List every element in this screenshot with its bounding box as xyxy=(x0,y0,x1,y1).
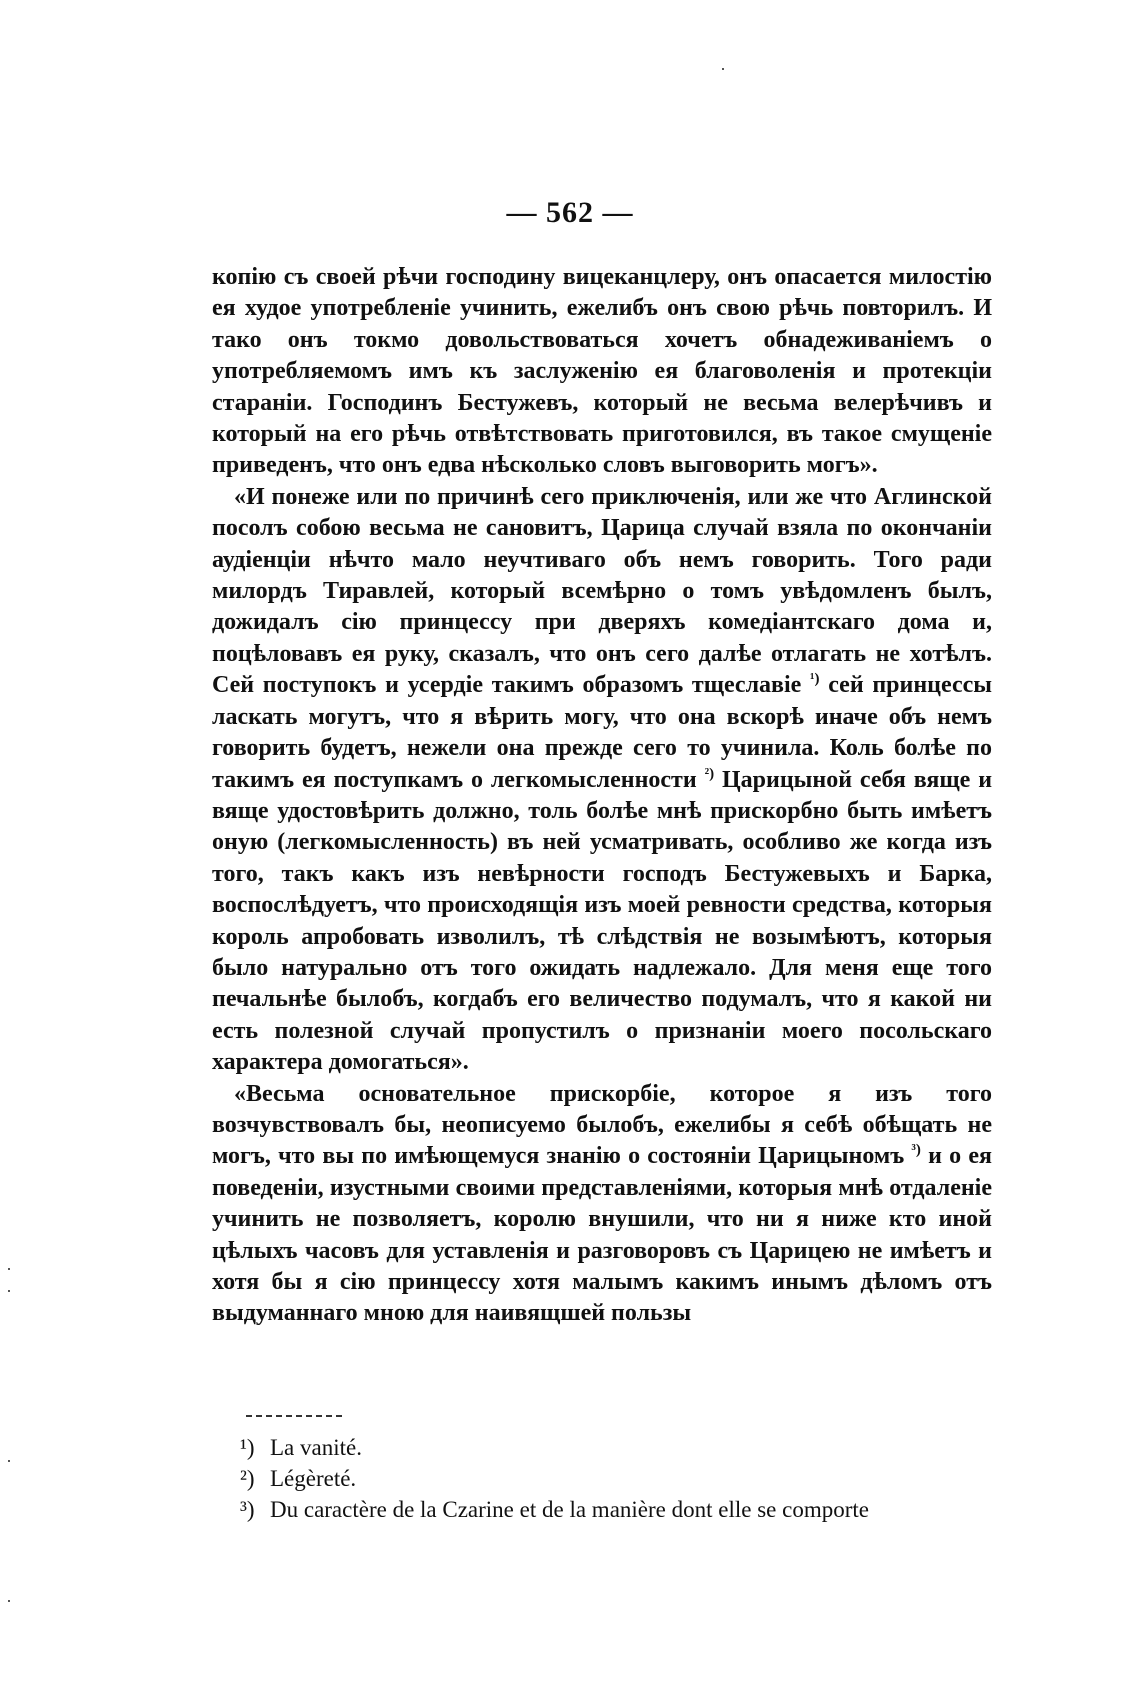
scan-speck xyxy=(8,1600,10,1602)
paragraph-2 xyxy=(212,482,992,1079)
scan-speck xyxy=(8,1290,10,1292)
scan-speck xyxy=(8,1268,10,1270)
paragraph-2-part-1: «И понеже или по причинѣ сего приключенія, или же что Аглинской посолъ собою весьма не сановитъ, Царица случай взяла по окончаніи аудіенціи нѣчто мало неучтиваго объ немъ говорить. Того ради милордъ Тиравлей, который всемѣрно о томъ увѣдомленъ былъ, дожидалъ сію принцессу при дверяхъ комедіантскаго дома и, поцѣловавъ ея руку, сказалъ, что онъ сего далѣе отлагать не хотѣлъ. Сей поступокъ и усердіе такимъ образомъ тщеславіе xyxy=(212,483,992,699)
footnote-2 xyxy=(240,1463,1000,1494)
footnote-1-text: La vanité. xyxy=(270,1435,362,1460)
paragraph-2-part-2: сей принцессы ласкать могутъ, что я вѣрить могу, что она вскорѣ иначе объ немъ говорить будетъ, нежели она прежде сего то учинила. Коль болѣе по такимъ ея поступкамъ о легкомысленности xyxy=(212,672,992,793)
footnote-3 xyxy=(240,1494,1000,1525)
scan-speck xyxy=(722,68,724,70)
paragraph-3-part-2: и о ея поведеніи, изустными своими представленіями, которыя мнѣ отдаленіе учинить не позволяетъ, королю внушили, что ни я ниже кто иной цѣлыхъ часовъ для уставленія и разговоровъ съ Царицею не имѣетъ и хотя бы я сію принцессу хотя малымъ какимъ инымъ дѣломъ отъ выдуманнаго мною для наивящшей пользы xyxy=(212,1143,992,1327)
footnote-ref-1: ¹) xyxy=(810,671,820,688)
scan-speck xyxy=(8,1460,10,1462)
paragraph-1: копію съ своей рѣчи господину вицеканцлеру, онъ опасается милостію ея худое употребленіе учинить, ежелибъ онъ свою рѣчь повторилъ. И тако онъ токмо довольствоваться хочетъ обнадеживаніемъ о употребляемомъ имъ къ заслуженію ея благоволенія и протекціи стараніи. Господинъ Бестужевъ, который не весьма велерѣчивъ и который на его рѣчь отвѣтствовать приготовился, въ такое смущеніе приведенъ, что онъ едва нѣсколько словъ выговорить могъ». xyxy=(212,264,992,479)
page-number: — 562 — xyxy=(506,196,634,229)
footnote-divider xyxy=(246,1415,342,1417)
paragraph-3 xyxy=(212,1079,992,1330)
footnote-ref-3: ³) xyxy=(911,1142,921,1159)
footnotes xyxy=(240,1432,1000,1525)
footnote-1-mark: ¹) xyxy=(240,1435,255,1460)
footnote-3-mark: ³) xyxy=(240,1497,255,1522)
body-text xyxy=(212,262,992,1330)
paragraph-3-part-1: «Весьма основательное прискорбіе, которое я изъ того возчувствовалъ бы, неописуемо былобъ, ежелибы я себѣ обѣщать не могъ, что вы по имѣющемуся знанію о состояніи Царицыномъ xyxy=(212,1080,992,1170)
footnote-2-mark: ²) xyxy=(240,1466,255,1491)
footnote-2-text: Légèreté. xyxy=(270,1466,357,1491)
footnote-1 xyxy=(240,1432,1000,1463)
footnote-ref-2: ²) xyxy=(704,765,715,782)
footnote-3-text: Du caractère de la Czarine et de la manière dont elle se comporte xyxy=(270,1497,869,1522)
paragraph-2-part-3: Царицыной себя вяще и вяще удостовѣрить должно, толь болѣе мнѣ прискорбно быть имѣетъ оную (легкомысленность) въ ней усматривать, особливо же когда изъ того, такъ какъ изъ невѣрности господъ Бестужевыхъ и Барка, воспослѣдуетъ, что происходящія изъ моей ревности средства, которыя король апробовать изволилъ, тѣ слѣдствія не возымѣютъ, которыя было натурально отъ того ожидать надлежало. Для меня еще того печальнѣе былобъ, когдабъ его величество подумалъ, что я какой ни есть полезной случай пропустилъ о признаніи моего посольскаго характера домогаться». xyxy=(212,766,993,1076)
